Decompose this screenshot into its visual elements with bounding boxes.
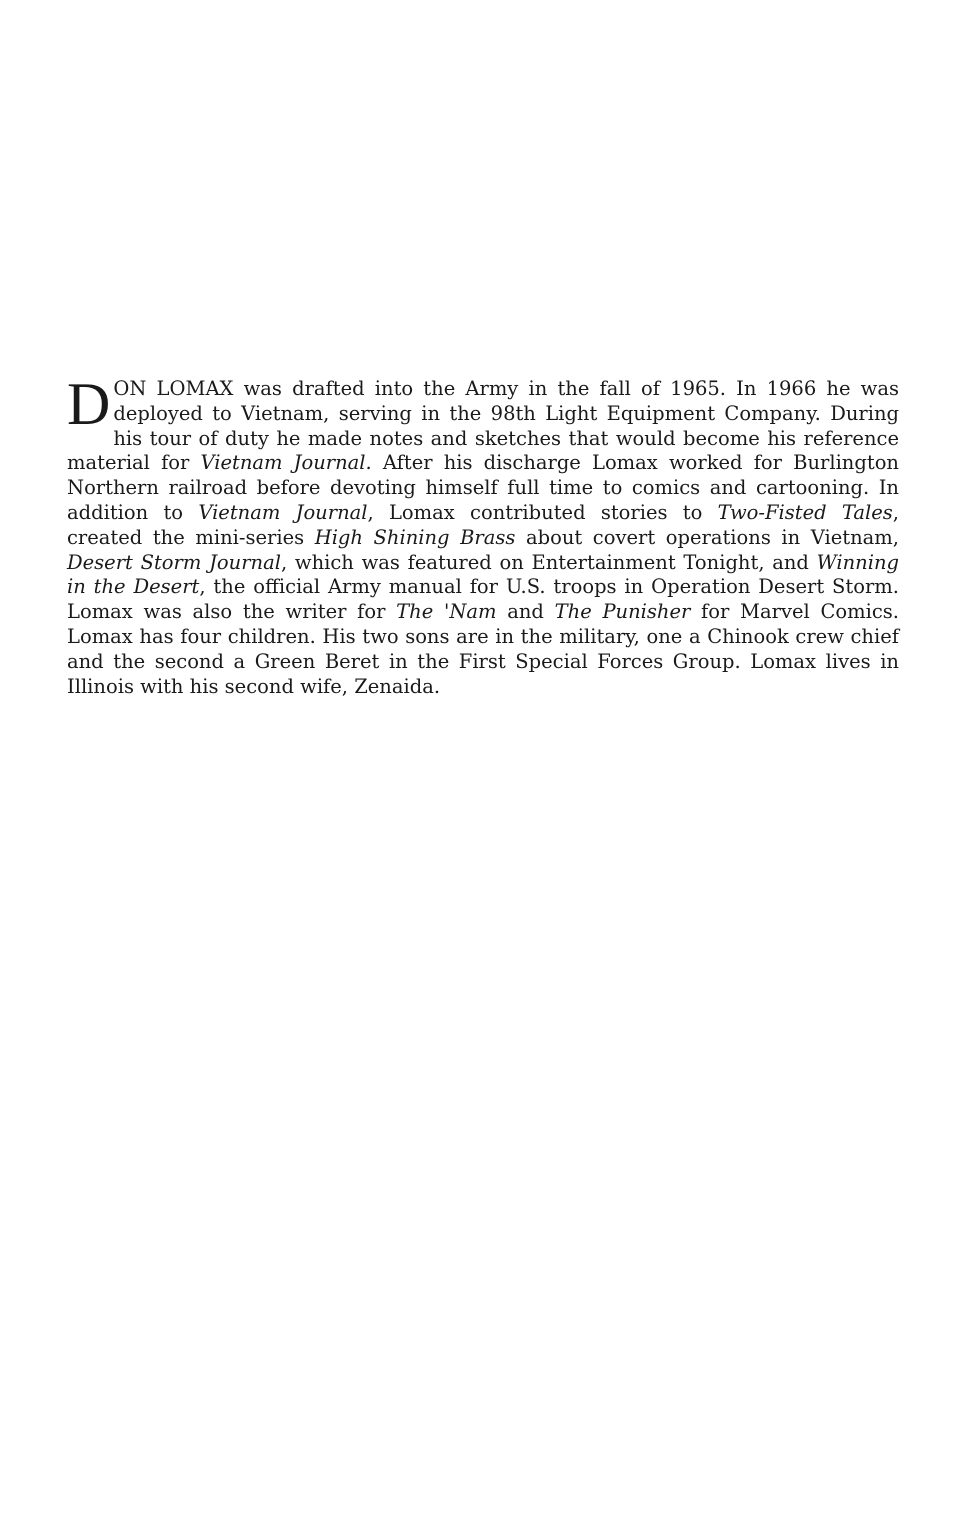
bio-line: material for Vietnam Journal. After his discharge Lomax worked for Burlington xyxy=(67,451,899,475)
book-title: Two-Fisted Tales xyxy=(717,500,893,524)
bio-line: Illinois with his second wife, Zenaida. xyxy=(67,674,441,698)
author-bio-paragraph xyxy=(67,371,899,699)
book-title: Desert Storm Journal xyxy=(67,550,281,574)
drop-cap: D xyxy=(67,371,111,437)
bio-line: Desert Storm Journal, which was featured on Entertainment Tonight, and Winning xyxy=(67,550,899,574)
book-title: Winning xyxy=(816,550,899,574)
bio-line: created the mini-series High Shining Brass about covert operations in Vietnam, xyxy=(67,525,899,549)
book-title: High Shining Brass xyxy=(314,525,516,549)
bio-line: deployed to Vietnam, serving in the 98th Light Equipment Company. During xyxy=(113,401,899,425)
bio-line: addition to Vietnam Journal, Lomax contributed stories to Two-Fisted Tales, xyxy=(67,500,899,524)
book-title: Vietnam Journal xyxy=(198,500,368,524)
bio-line: his tour of duty he made notes and sketches that would become his reference xyxy=(113,426,899,450)
book-title: The Punisher xyxy=(554,600,691,624)
book-title: Vietnam Journal. xyxy=(200,451,372,475)
bio-line: Lomax was also the writer for The 'Nam and The Punisher for Marvel Comics. xyxy=(67,600,899,624)
bio-line: Lomax has four children. His two sons are in the military, one a Chinook crew chief xyxy=(67,624,899,648)
bio-line: in the Desert, the official Army manual for U.S. troops in Operation Desert Storm. xyxy=(67,575,899,599)
bio-line: Northern railroad before devoting himself full time to comics and cartooning. In xyxy=(67,476,899,500)
bio-line: and the second a Green Beret in the First Special Forces Group. Lomax lives in xyxy=(67,649,899,673)
bio-line: ON LOMAX was drafted into the Army in the fall of 1965. In 1966 he was xyxy=(113,377,899,400)
book-title: The 'Nam xyxy=(396,600,497,624)
book-title: in the Desert xyxy=(67,575,200,599)
